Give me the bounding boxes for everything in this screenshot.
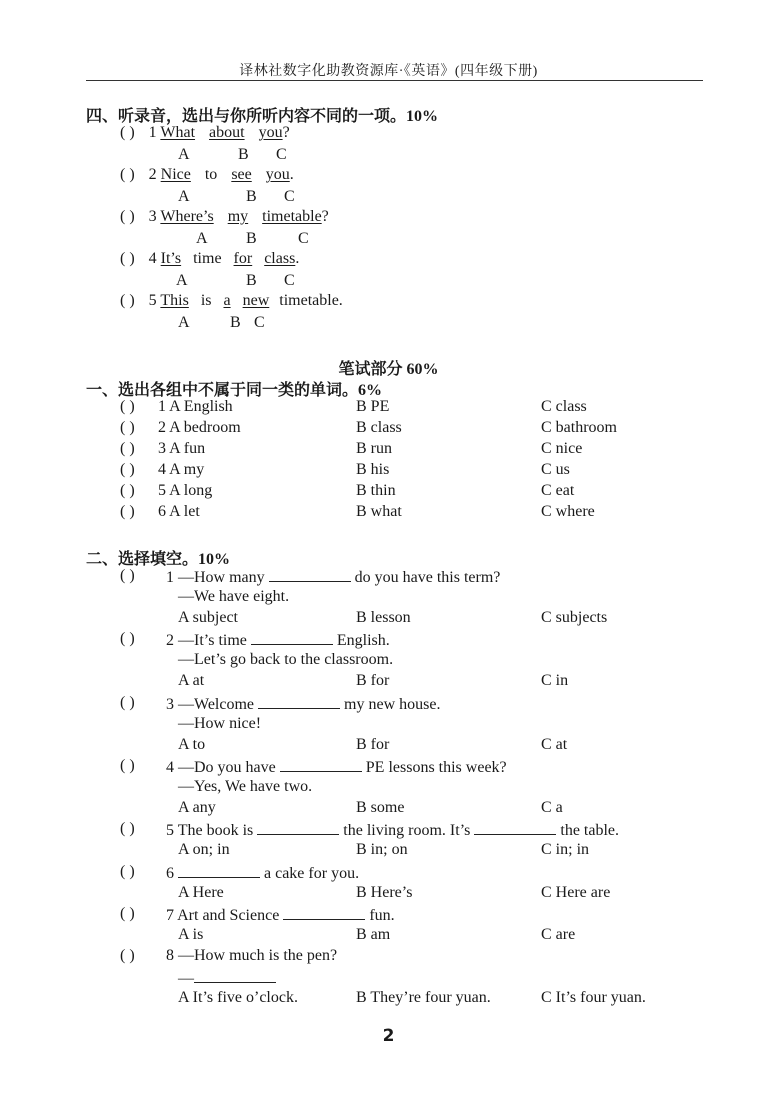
option-b: B PE xyxy=(356,398,390,415)
question-line: 2 —It’s time English. xyxy=(166,632,390,649)
option-letter: B xyxy=(246,230,257,247)
option-c: C where xyxy=(541,503,595,520)
written-part-title: 笔试部分 60% xyxy=(338,361,439,378)
option-b: B am xyxy=(356,926,391,943)
answer-paren[interactable]: ( ) xyxy=(120,863,135,880)
answer-paren[interactable]: ( ) xyxy=(120,166,135,183)
option-a: A It’s five o’clock. xyxy=(178,989,298,1006)
fill-blank[interactable] xyxy=(251,630,333,645)
option-a: A is xyxy=(178,926,204,943)
answer-paren[interactable]: ( ) xyxy=(120,440,135,457)
question-line: 7 Art and Science fun. xyxy=(166,907,395,924)
listening-section-title: 四、听录音，选出与你所听内容不同的一项。10% xyxy=(86,108,439,125)
option-c: C in xyxy=(541,672,569,689)
option-a: A Here xyxy=(178,884,224,901)
page-header: 译林社数字化助教资源库·《英语》(四年级下册) xyxy=(239,64,538,79)
header-divider xyxy=(86,80,703,81)
answer-paren[interactable]: ( ) xyxy=(120,398,135,415)
option-b: B some xyxy=(356,799,405,816)
option-a: A at xyxy=(178,672,205,689)
option-letter: C xyxy=(254,314,265,331)
option-b: B what xyxy=(356,503,402,520)
option-c: C us xyxy=(541,461,570,478)
option-a: 2 A bedroom xyxy=(158,419,241,436)
option-a: A on; in xyxy=(178,841,230,858)
question-line: 8 —How much is the pen? xyxy=(166,947,338,964)
option-a: 4 A my xyxy=(158,461,205,478)
option-b: B his xyxy=(356,461,390,478)
listening-item: ( ) 2 Nice to see you. xyxy=(120,166,294,183)
option-a: 3 A fun xyxy=(158,440,206,457)
answer-paren[interactable]: ( ) xyxy=(120,292,135,309)
answer-line: —Let’s go back to the classroom. xyxy=(178,651,394,668)
answer-paren[interactable]: ( ) xyxy=(120,208,135,225)
answer-paren[interactable]: ( ) xyxy=(120,124,135,141)
option-letter: C xyxy=(284,188,295,205)
option-a: A to xyxy=(178,736,206,753)
listening-item: ( ) 5 This is a new timetable. xyxy=(120,292,343,309)
option-c: C in; in xyxy=(541,841,590,858)
option-letter: A xyxy=(178,146,190,163)
answer-paren[interactable]: ( ) xyxy=(120,630,135,647)
option-a: 6 A let xyxy=(158,503,200,520)
answer-paren[interactable]: ( ) xyxy=(120,757,135,774)
fill-blank[interactable] xyxy=(280,757,362,772)
option-c: C a xyxy=(541,799,563,816)
option-b: B class xyxy=(356,419,402,436)
question-line: 6 a cake for you. xyxy=(166,865,360,882)
option-b: B thin xyxy=(356,482,396,499)
answer-paren[interactable]: ( ) xyxy=(120,694,135,711)
answer-paren[interactable]: ( ) xyxy=(120,947,135,964)
page-number: 2 xyxy=(382,1026,395,1046)
option-letter: B xyxy=(238,146,249,163)
section2-title: 二、选择填空。10% xyxy=(86,551,231,568)
option-a: A any xyxy=(178,799,216,816)
listening-item: ( ) 4 It’s time for class. xyxy=(120,250,300,267)
option-letter: A xyxy=(176,272,188,289)
answer-line: —Yes, We have two. xyxy=(178,778,313,795)
listening-item: ( ) 1 What about you? xyxy=(120,124,290,141)
answer-line: — xyxy=(178,968,276,988)
option-c: C eat xyxy=(541,482,575,499)
fill-blank[interactable] xyxy=(178,863,260,878)
option-b: B lesson xyxy=(356,609,411,626)
option-letter: B xyxy=(246,188,257,205)
fill-blank[interactable] xyxy=(474,820,556,835)
option-letter: A xyxy=(196,230,208,247)
answer-line: —How nice! xyxy=(178,715,262,732)
option-letter: C xyxy=(298,230,309,247)
option-b: B run xyxy=(356,440,392,457)
answer-line: —We have eight. xyxy=(178,588,290,605)
option-letter: B xyxy=(230,314,241,331)
option-letter: C xyxy=(284,272,295,289)
option-b: B for xyxy=(356,672,390,689)
option-letter: B xyxy=(246,272,257,289)
question-line: 3 —Welcome my new house. xyxy=(166,696,441,713)
answer-paren[interactable]: ( ) xyxy=(120,567,135,584)
question-line: 1 —How many do you have this term? xyxy=(166,569,501,586)
answer-paren[interactable]: ( ) xyxy=(120,461,135,478)
fill-blank[interactable] xyxy=(194,968,276,983)
option-c: C subjects xyxy=(541,609,608,626)
option-letter: C xyxy=(276,146,287,163)
option-letter: A xyxy=(178,188,190,205)
answer-paren[interactable]: ( ) xyxy=(120,250,135,267)
fill-blank[interactable] xyxy=(257,820,339,835)
answer-paren[interactable]: ( ) xyxy=(120,419,135,436)
fill-blank[interactable] xyxy=(258,694,340,709)
option-letter: A xyxy=(178,314,190,331)
answer-paren[interactable]: ( ) xyxy=(120,905,135,922)
fill-blank[interactable] xyxy=(269,567,351,582)
option-b: B for xyxy=(356,736,390,753)
option-c: C It’s four yuan. xyxy=(541,989,646,1006)
answer-paren[interactable]: ( ) xyxy=(120,820,135,837)
option-c: C nice xyxy=(541,440,583,457)
question-line: 5 The book is the living room. It’s the table. xyxy=(166,822,620,839)
option-b: B Here’s xyxy=(356,884,413,901)
option-c: C are xyxy=(541,926,576,943)
section1-title: 一、选出各组中不属于同一类的单词。6% xyxy=(86,382,383,399)
option-a: 1 A English xyxy=(158,398,233,415)
answer-paren[interactable]: ( ) xyxy=(120,503,135,520)
option-c: C Here are xyxy=(541,884,611,901)
option-a: 5 A long xyxy=(158,482,213,499)
option-b: B in; on xyxy=(356,841,408,858)
option-a: A subject xyxy=(178,609,238,626)
option-c: C at xyxy=(541,736,568,753)
option-c: C bathroom xyxy=(541,419,617,436)
answer-paren[interactable]: ( ) xyxy=(120,482,135,499)
option-b: B They’re four yuan. xyxy=(356,989,491,1006)
option-c: C class xyxy=(541,398,587,415)
question-line: 4 —Do you have PE lessons this week? xyxy=(166,759,507,776)
listening-item: ( ) 3 Where’s my timetable? xyxy=(120,208,329,225)
fill-blank[interactable] xyxy=(283,905,365,920)
